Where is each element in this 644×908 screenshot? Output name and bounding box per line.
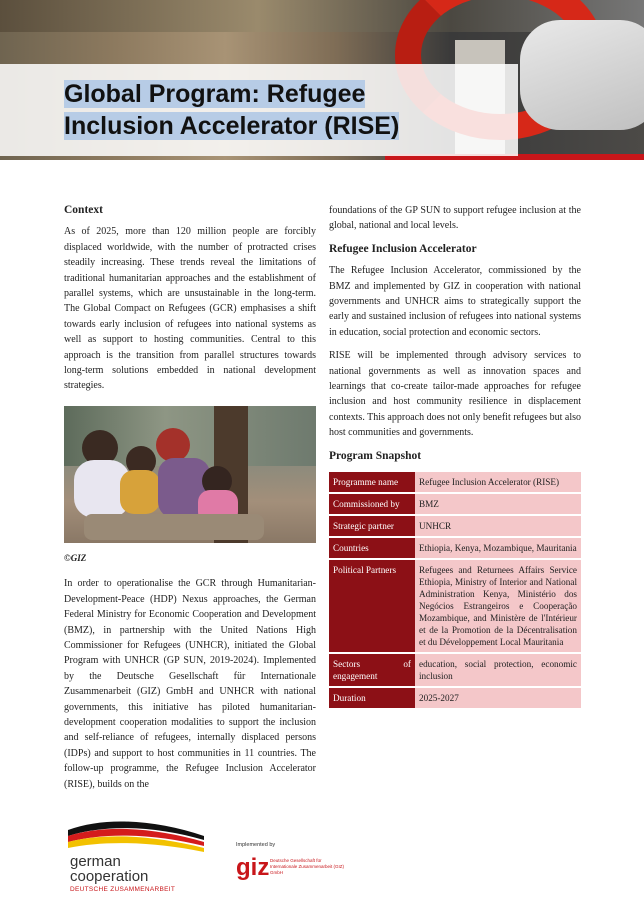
table-key: Sectors of engagement: [329, 654, 415, 686]
accelerator-paragraph-1: The Refugee Inclusion Accelerator, commissioned by the BMZ and implemented by GIZ in cooperation with national governments and UNHCR aims to strategically support the early and sustained inclusion of refugees into national systems in education, social protection and economic sectors.: [329, 265, 581, 338]
photo-glove: [520, 20, 644, 130]
table-row: [329, 516, 581, 536]
gc-line-2: cooperation: [70, 868, 149, 885]
table-row: [329, 688, 581, 708]
table-row: [329, 538, 581, 558]
photo-ground: [84, 514, 264, 540]
giz-logo: giz: [236, 854, 270, 881]
giz-full-name: Deutsche Gesellschaft für Internationale Zusammenarbeit (GIZ) GmbH: [270, 858, 345, 875]
page-title: [64, 78, 504, 142]
table-key: Duration: [329, 688, 415, 708]
accelerator-heading: Refugee Inclusion Accelerator: [329, 242, 477, 255]
context-heading: Context: [64, 204, 103, 216]
context-paragraph-2: In order to operationalise the GCR through Humanitarian-Development-Peace (HDP) Nexus approaches, the German Federal Ministry for Economic Cooperation and Development (BMZ), in partnership with the United Nations High Commissioner for Refugees (UNHCR), initiated the Global Program with UNHCR (GP SUN, 2019-2024). Implemented by the Deutsche Gesellschaft für Internationale Zusammenarbeit (GIZ) GmbH and UNHCR with national governments, this initiative has piloted humanitarian-development cooperation modalities to support the inclusion and self-reliance of refugees, internally displaced persons (IDPs) and support to host communities in 11 countries. The follow-up programme, the Refugee Inclusion Accelerator (RISE), builds on the: [64, 578, 316, 790]
german-cooperation-logo: [64, 814, 214, 894]
table-row: [329, 494, 581, 514]
table-value: 2025-2027: [415, 688, 581, 708]
context-paragraph-2-continued: foundations of the GP SUN to support refugee inclusion at the global, national and local levels.: [329, 205, 581, 232]
snapshot-table: [329, 470, 581, 710]
table-row: [329, 560, 581, 652]
table-value: UNHCR: [415, 516, 581, 536]
context-paragraph-1: As of 2025, more than 120 million people are forcibly displaced worldwide, with the number of protracted crises steadily increasing. These trends reveal the limitations of traditional humanitarian approaches and the establishment of parallel systems, which are unsustainable in the long-term. The Global Compact on Refugees (GCR) emphasises a shift towards early inclusion of refugees into national systems as well as support to hosting communities. Central to this approach is the transition from parallel structures towards long-term solutions embedded in national development strategies.: [64, 226, 316, 392]
table-row: [329, 654, 581, 686]
left-column: [64, 203, 316, 800]
table-value: Refugees and Returnees Affairs Service Ethiopia, Ministry of Interior and National Administration Kenya, Ministério dos Negócios Estrangeiros e Cooperação Mozambique, and Ministère de l'Intérieur et de la Promotion de la Décentralisation et du Développement Local Mauritania: [415, 560, 581, 652]
accelerator-paragraph-2: RISE will be implemented through advisory services to national governments as well as innovation spaces and learnings that co-create tailor-made approaches for refugee inclusion and host community resilience in displacement contexts. This approach does not only benefit refugees but also host communities and governments.: [329, 350, 581, 439]
table-key: Programme name: [329, 472, 415, 492]
family-photo: [64, 406, 316, 543]
table-value: Refugee Inclusion Accelerator (RISE): [415, 472, 581, 492]
photo-child-dress: [120, 470, 160, 514]
table-value: education, social protection, economic inclusion: [415, 654, 581, 686]
german-cooperation-wordmark: [70, 854, 148, 884]
snapshot-heading: Program Snapshot: [329, 449, 422, 462]
title-line-1: Global Program: Refugee: [64, 80, 366, 108]
photo-woman-headscarf: [156, 428, 190, 462]
title-line-2: Inclusion Accelerator (RISE): [64, 112, 400, 140]
table-key: Countries: [329, 538, 415, 558]
photo-credit: ©GIZ: [64, 552, 87, 563]
table-value: BMZ: [415, 494, 581, 514]
right-column: [329, 203, 581, 710]
implemented-by-label: Implemented by: [236, 842, 276, 848]
table-row: [329, 472, 581, 492]
table-key: Political Partners: [329, 560, 415, 652]
table-key: Commissioned by: [329, 494, 415, 514]
table-key: Strategic partner: [329, 516, 415, 536]
gc-line-1: german: [70, 853, 121, 870]
gc-subtitle: DEUTSCHE ZUSAMMENARBEIT: [70, 886, 176, 893]
flag-swoosh-icon: [66, 816, 206, 854]
table-value: Ethiopia, Kenya, Mozambique, Mauritania: [415, 538, 581, 558]
